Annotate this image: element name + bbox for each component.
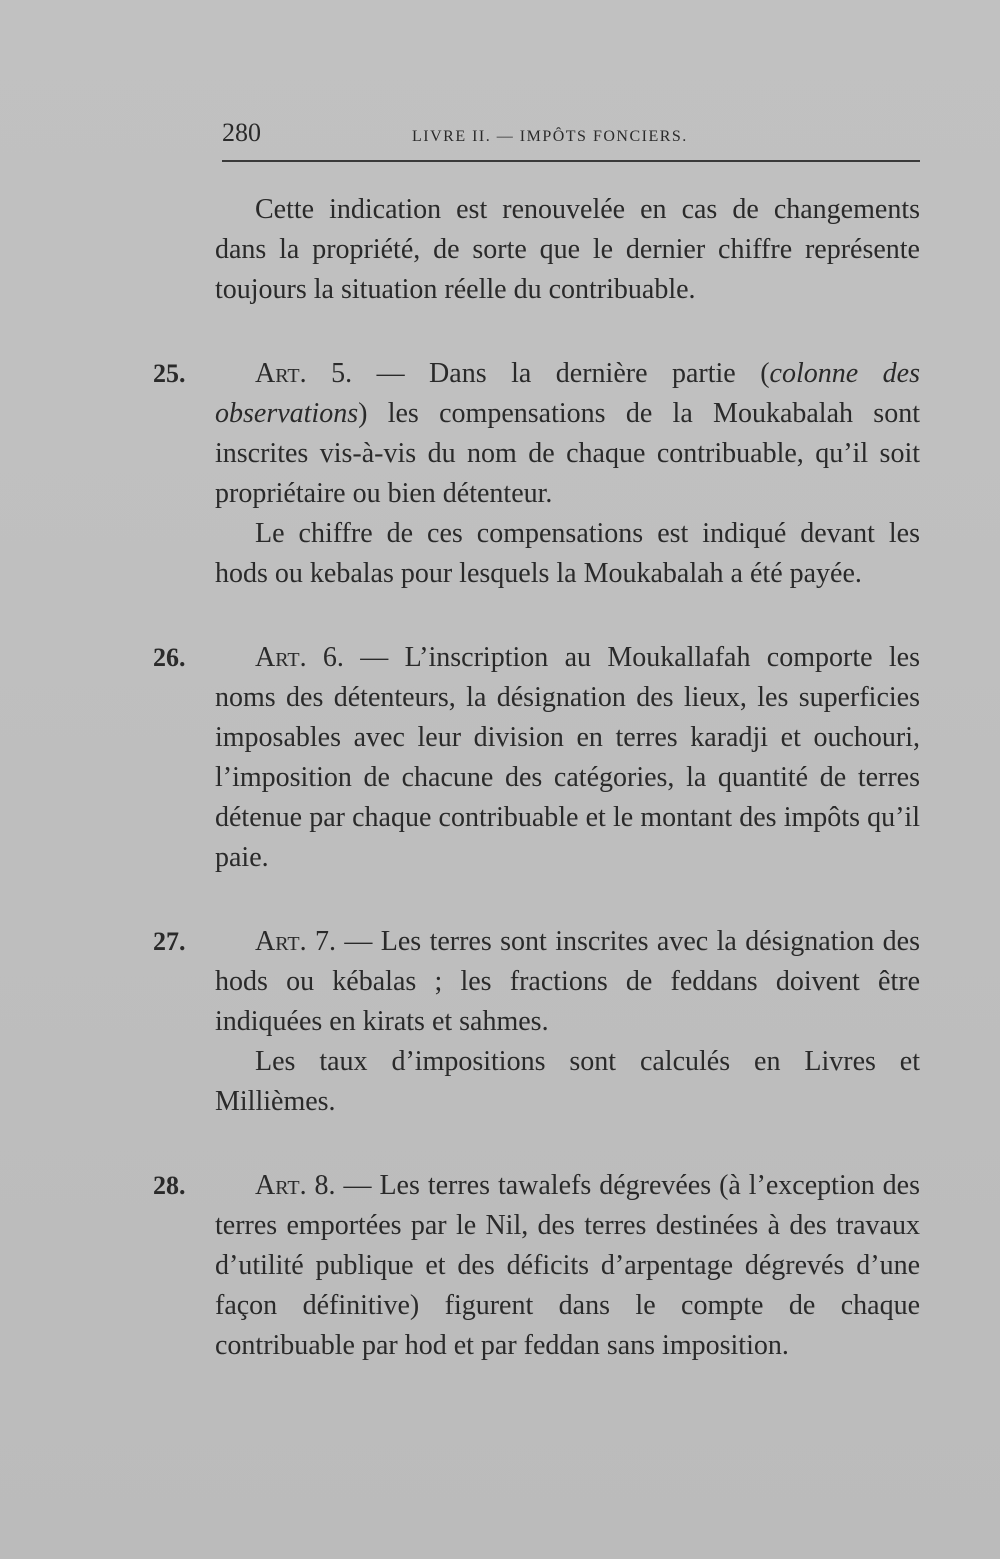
article-paragraph: [215, 922, 920, 1042]
page-header: [222, 118, 922, 154]
article-text: ) les compensations de la Moukabalah sont inscrites vis-à-vis du nom de chaque contribuable, qu’il soit propriétaire ou bien détenteur.: [215, 398, 920, 509]
article-paragraph: Le chiffre de ces compensations est indiqué devant les hods ou kebalas pour lesquels la Moukabalah a été payée.: [215, 518, 920, 589]
article-number: 27.: [153, 927, 186, 956]
article-27: [153, 922, 920, 1122]
article-text: — L’inscription au Moukallafah comporte les noms des détenteurs, la désignation des lieux, les superficies imposables avec leur division en terres karadji et ouchouri, l’imposition de chacune des catégories, la quantité de terres détenue par chaque contribuable et le montant des impôts qu’il paie.: [215, 642, 920, 873]
article-28: [153, 1166, 920, 1366]
intro-paragraph: Cette indication est renouvelée en cas de changements dans la propriété, de sorte que le dernier chiffre représente toujours la situation réelle du contribuable.: [215, 194, 920, 305]
article-italic-text: colonne des observations: [215, 358, 920, 429]
page-number: 280: [222, 118, 261, 147]
article-paragraph: [215, 1166, 920, 1366]
header-rule: [222, 160, 920, 162]
article-paragraph: [215, 638, 920, 878]
article-label: Art. 8.: [255, 1170, 336, 1201]
article-number: 26.: [153, 643, 186, 672]
page-body: [153, 190, 920, 1366]
article-text: — Les terres tawalefs dégrevées (à l’exception des terres emportées par le Nil, des terres destinées à des travaux d’utilité publique et des déficits d’arpentage dégrevés d’une façon définitive) figurent dans le compte de chaque contribuable par hod et par feddan sans imposition.: [215, 1170, 920, 1361]
article-text: — Les terres sont inscrites avec la désignation des hods ou kébalas ; les fractions de feddans doivent être indiquées en kirats et sahmes.: [215, 926, 920, 1037]
article-label: Art. 7.: [255, 926, 336, 957]
article-25: [153, 354, 920, 594]
running-head: LIVRE II. — IMPÔTS FONCIERS.: [412, 128, 688, 145]
article-paragraph: [215, 354, 920, 514]
article-label: Art. 5.: [255, 358, 353, 389]
article-label: Art. 6.: [255, 642, 344, 673]
article-number: 25.: [153, 359, 186, 388]
article-text: — Dans la dernière partie (: [352, 358, 770, 389]
article-paragraph: Les taux d’impositions sont calculés en Livres et Millièmes.: [215, 1046, 920, 1117]
article-number: 28.: [153, 1171, 186, 1200]
article-26: [153, 638, 920, 878]
